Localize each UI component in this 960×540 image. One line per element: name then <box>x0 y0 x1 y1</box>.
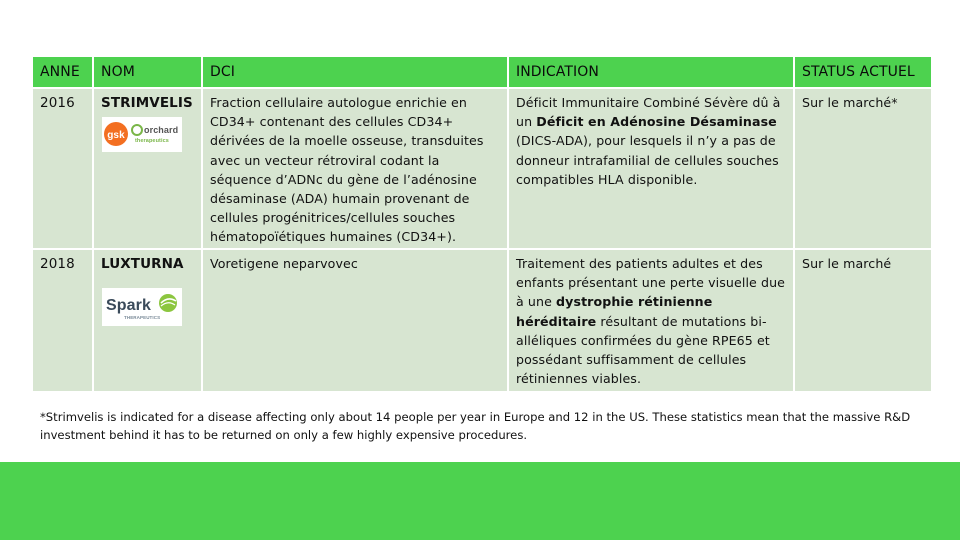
header-status: STATUS ACTUEL <box>795 57 931 87</box>
footnote: *Strimvelis is indicated for a disease affecting only about 14 people per year in Europe and 12 in the US. These statistics mean that the massive R&D investment behind it has to be returned on only a few highly expensive procedures. <box>40 410 911 442</box>
header-year: ANNE <box>33 57 94 87</box>
header-indication: INDICATION <box>509 57 795 87</box>
indication-emphasis: Déficit en Adénosine Désaminase <box>536 114 777 130</box>
footer-band <box>0 462 960 540</box>
year-cell: 2016 <box>33 89 94 248</box>
name-cell <box>94 89 203 248</box>
indication-cell: Déficit Immunitaire Combiné Sévère dû à un Déficit en Adénosine Désaminase (DICS-ADA), pour lesquels il n’y a pas de donneur intrafamilial de cellules souches compatibles HLA disponible. <box>509 89 795 248</box>
table-row <box>33 87 931 248</box>
header-name: NOM <box>94 57 203 87</box>
year-cell: 2018 <box>33 250 94 391</box>
drug-name: LUXTURNA <box>101 256 184 272</box>
gsk-logo-text: gsk <box>107 130 125 142</box>
dci-cell: Voretigene neparvovec <box>203 250 509 391</box>
indication-cell: Traitement des patients adultes et des enfants présentant une perte visuelle due à une dystrophie rétinienne héréditaire résultant de mutations bi-alléliques confirmées du gène RPE65 et possédant suffisamment de cellules rétiniennes viables. <box>509 250 795 391</box>
spark-logo-text: Spark <box>106 297 151 315</box>
spark-logo-subtext: THERAPEUTICS <box>124 315 161 321</box>
table-row <box>33 248 931 391</box>
status-cell: Sur le marché <box>795 250 931 391</box>
header-dci: DCI <box>203 57 509 87</box>
table-header-row <box>33 57 931 87</box>
gsk-orchard-logo <box>102 117 182 152</box>
status-cell: Sur le marché* <box>795 89 931 248</box>
name-cell <box>94 250 203 391</box>
indication-emphasis: dystrophie rétinienne héréditaire <box>516 294 713 329</box>
dci-cell: Fraction cellulaire autologue enrichie en CD34+ contenant des cellules CD34+ dérivées de la moelle osseuse, transduites avec un vecteur rétroviral codant la séquence d’ADNc du gène de l’adénosine désaminase (ADA) humain provenant de cellules progénitrices/cellules souches hématopoïétiques humaines (CD34+). <box>203 89 509 248</box>
orchard-logo-subtext: therapeutics <box>135 138 169 145</box>
spark-logo <box>102 288 182 326</box>
drug-name: STRIMVELIS <box>101 95 193 111</box>
orchard-logo-text: orchard <box>144 125 179 136</box>
drug-table <box>33 57 931 391</box>
